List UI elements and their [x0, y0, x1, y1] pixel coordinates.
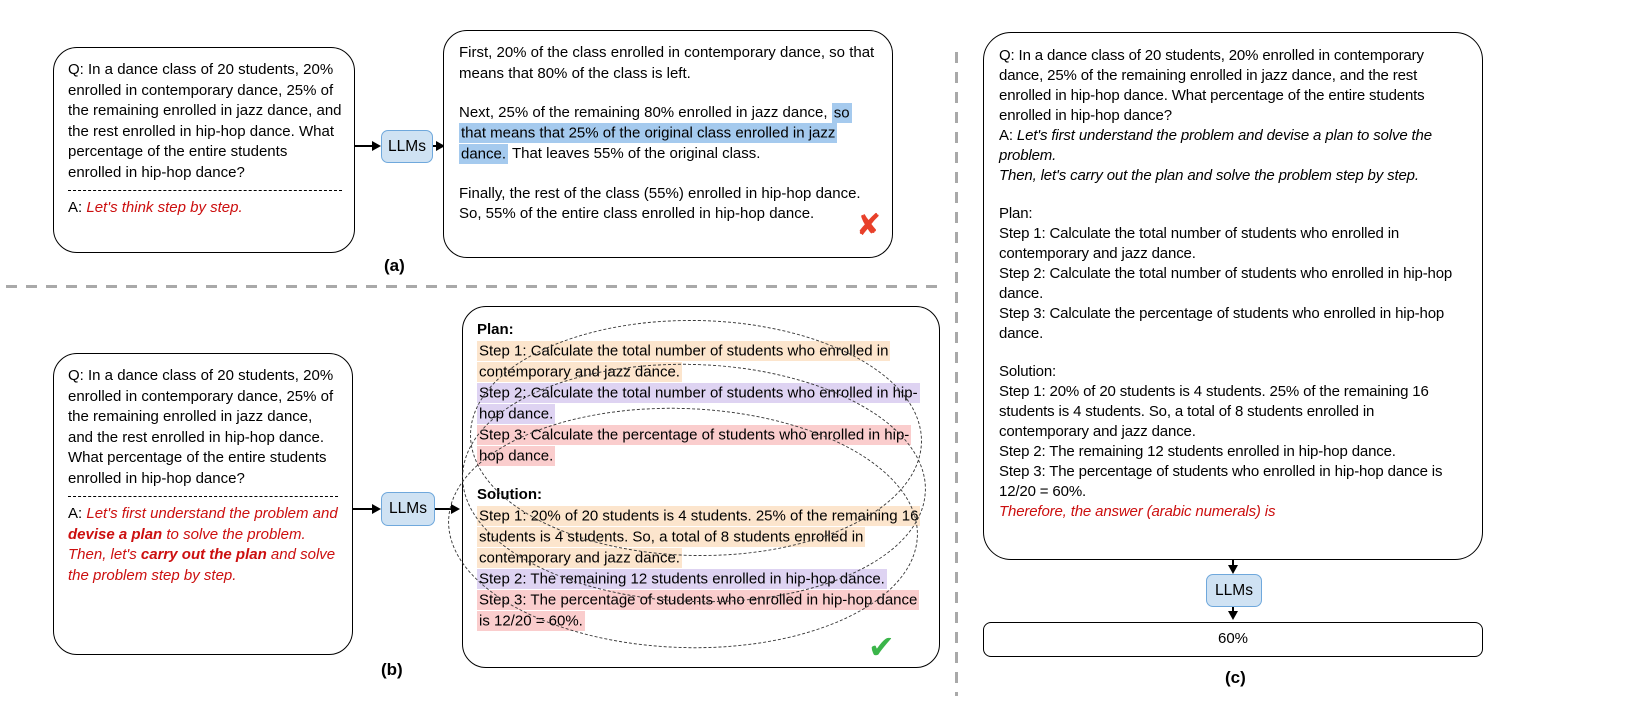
solution-step-text: Step 1: 20% of 20 students is 4 students. 25% of the remaining 16 students is 4 students. So, a total of 8 students enrolled in contemporary and jazz dance. — [479, 507, 919, 566]
response-paragraph-3: Finally, the rest of the class (55%) enrolled in hip-hop dance. So, 55% of the entire class enrolled in hip-hop dance. — [459, 184, 861, 222]
trigger-bold-segment: devise a plan — [68, 525, 163, 543]
question-box-a — [53, 47, 355, 253]
llms-box-b — [381, 492, 435, 526]
question-box-b — [53, 353, 353, 655]
solution-step-1 — [477, 505, 925, 568]
panel-label-c: (c) — [1225, 668, 1246, 687]
solution-step-3: Step 3: The percentage of students who enrolled in hip-hop dance is 12/20 = 60%. — [999, 463, 1443, 500]
solution-step-2: Step 2: The remaining 12 students enrolled in hip-hop dance. — [999, 443, 1396, 460]
response-box-b — [462, 306, 940, 668]
spacer — [477, 466, 925, 484]
response-paragraph-2 — [459, 103, 877, 165]
solution-heading: Solution: — [477, 486, 542, 503]
llms-label: LLMs — [1215, 581, 1253, 599]
arrow-line — [353, 508, 373, 510]
plan-step-1 — [477, 340, 925, 382]
question-text: Q: In a dance class of 20 students, 20% enrolled in contemporary dance, 25% of the remaining enrolled in jazz dance, and the rest enrolled in hip-hop dance. What percentage of the entire students enrolled in hip-hop dance? — [999, 47, 1425, 124]
plan-step-3: Step 3: Calculate the percentage of students who enrolled in hip-hop dance. — [999, 305, 1445, 342]
panel-label-b: (b) — [381, 660, 403, 679]
solution-step-text: Step 3: The percentage of students who enrolled in hip-hop dance is 12/20 = 60%. — [479, 591, 918, 629]
panel-label-a: (a) — [384, 256, 405, 275]
trigger-segment: to solve the problem. — [162, 525, 306, 543]
spacer — [999, 344, 1467, 362]
plan-step-text: Step 3: Calculate the percentage of students who enrolled in hip-hop dance. — [479, 426, 910, 464]
plan-step-1: Step 1: Calculate the total number of students who enrolled in contemporary and jazz dance. — [999, 225, 1400, 262]
vertical-divider — [955, 52, 958, 696]
trigger-text: Let's first understand the problem and devise a plan to solve the problem. — [999, 127, 1432, 164]
response-text: Next, 25% of the remaining 80% enrolled in jazz dance, — [459, 104, 832, 121]
response-paragraph-1: First, 20% of the class enrolled in contemporary dance, so that means that 80% of the class is left. — [459, 44, 875, 82]
trigger-text — [68, 505, 338, 543]
arrow-head — [1228, 611, 1238, 620]
trigger-segment: and solve the problem step by step. — [68, 546, 336, 584]
solution-heading: Solution: — [999, 363, 1057, 380]
answer-prefix: A: — [68, 199, 83, 216]
plan-step-3 — [477, 424, 925, 466]
answer-prefix: A: — [68, 505, 83, 522]
check-icon: ✔ — [868, 629, 895, 665]
cross-icon: ✘ — [856, 209, 882, 242]
llms-label: LLMs — [388, 137, 426, 155]
solution-step-text: Step 2: The remaining 12 students enrolled in hip-hop dance. — [479, 570, 885, 587]
trigger-text-line2 — [68, 545, 338, 586]
llms-box-c — [1206, 574, 1262, 607]
qa-divider — [68, 190, 342, 191]
solution-step-1: Step 1: 20% of 20 students is 4 students. 25% of the remaining 16 students is 4 students. So, a total of 8 students enrolled in contemporary and jazz dance. — [999, 383, 1429, 440]
llms-box-a — [381, 130, 433, 163]
llms-label: LLMs — [389, 500, 427, 517]
arrow-line — [355, 145, 373, 147]
extraction-trigger-text: Therefore, the answer (arabic numerals) is — [999, 503, 1276, 520]
solution-step-3 — [477, 589, 925, 631]
answer-line — [68, 504, 338, 545]
answer-line — [68, 198, 342, 219]
answer-prefix: A: — [999, 127, 1013, 144]
plan-step-text: Step 1: Calculate the total number of students who enrolled in contemporary and jazz dance. — [479, 342, 889, 380]
question-text: Q: In a dance class of 20 students, 20% enrolled in contemporary dance, 25% of the remaining enrolled in jazz dance, and the rest enrolled in hip-hop dance. What percentage of the entire students enrolled in hip-hop dance? — [68, 367, 334, 487]
question-text: Q: In a dance class of 20 students, 20% enrolled in contemporary dance, 25% of the remaining enrolled in jazz dance, and the rest enrolled in hip-hop dance. What percentage of the entire students enrolled in hip-hop dance? — [68, 61, 342, 181]
trigger-segment: Then, let's — [68, 546, 141, 563]
arrow-head — [1228, 565, 1238, 574]
answer-line — [999, 126, 1467, 166]
arrow-head — [372, 141, 381, 151]
plan-step-2 — [477, 382, 925, 424]
trigger-text: Let's think step by step. — [86, 199, 243, 216]
final-answer-text: 60% — [1217, 630, 1249, 648]
arrow-head — [372, 504, 381, 514]
highlighted-span: so that means that 25% of the original class enrolled in jazz dance. — [461, 104, 850, 162]
horizontal-divider — [6, 285, 944, 288]
trigger-bold-segment: carry out the plan — [140, 546, 267, 563]
response-text: That leaves 55% of the original class. — [508, 145, 761, 162]
arrow-line — [435, 508, 452, 510]
prompt-box-c — [983, 32, 1483, 560]
arrow-head — [451, 504, 460, 514]
trigger-segment: Let's first understand the problem and — [86, 505, 338, 522]
plan-heading: Plan: — [477, 321, 514, 338]
plan-step-2: Step 2: Calculate the total number of students who enrolled in hip-hop dance. — [999, 265, 1453, 302]
qa-divider — [68, 496, 338, 497]
plan-heading: Plan: — [999, 205, 1033, 222]
plan-step-text: Step 2: Calculate the total number of students who enrolled in hip-hop dance. — [479, 384, 918, 422]
spacer — [999, 186, 1467, 204]
answer-box-c — [983, 622, 1483, 657]
response-box-a — [443, 30, 893, 258]
solution-step-2 — [477, 568, 925, 589]
trigger-text-line2: Then, let's carry out the plan and solve the problem step by step. — [999, 167, 1419, 184]
